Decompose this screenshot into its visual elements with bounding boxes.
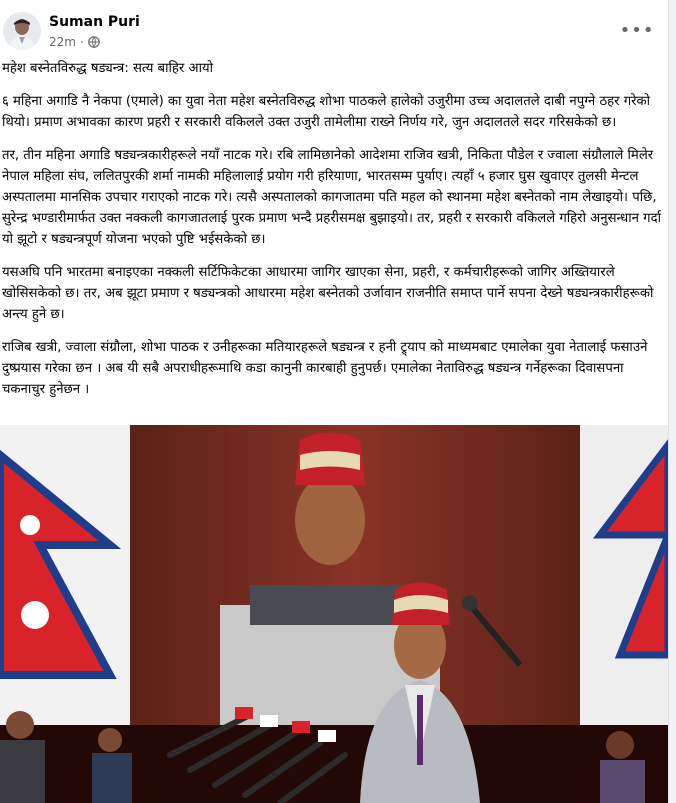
post-timestamp[interactable]: 22m <box>49 35 76 49</box>
post-meta <box>49 35 100 49</box>
globe-icon[interactable] <box>88 36 100 48</box>
ellipsis-icon: ••• <box>619 19 655 41</box>
post-title: महेश बस्नेतविरुद्ध षड्यन्त्र: सत्य बाहिर आयो <box>2 61 214 76</box>
author-avatar[interactable] <box>3 12 41 50</box>
post-paragraph-1: ६ महिना अगाडि नै नेकपा (एमाले) का युवा नेता महेश बस्नेतविरुद्ध शोभा पाठकले हालेको उजुरीमा उच्च अदालतले दाबी नपुग्ने ठहर गरेको थियो। प्रमाण अभावका कारण प्रहरी र सरकारी वकिलले उक्त उजुरी तामेलीमा राख्ने निर्णय गरे, जुन अदालतले सदर गरिसकेको छ। <box>2 94 651 130</box>
post-text <box>0 58 662 412</box>
post-paragraph-3: यसअघि पनि भारतमा बनाइएका नक्कली सर्टिफिकेटका आधारमा जागिर खाएका सेना, प्रहरी, र कर्मचारीहरूको जागिर अख्तियारले खोसिसकेको छ। तर, अब झूटा प्रमाण र षड्यन्त्रको आधारमा महेश बस्नेतको उर्जावान राजनीति समाप्त पार्ने सपना देख्ने षड्यन्त्रकारीहरूको अन्त्य हुने छ। <box>2 265 654 322</box>
post-paragraph-4: राजिब खत्री, ज्वाला संग्रौला, शोभा पाठक र उनीहरूका मतियारहरूले षड्यन्त्र र हनी ट्र्याप को माध्यमबाट एमालेका युवा नेतालाई फसाउने दुष्प्रयास गरेका छन । अब यी सबै अपराधीहरूमाथि कडा कानुनी कारबाही हुनुपर्छ। एमालेका नेताविरुद्ध षड्यन्त्र गर्नेहरूका दिवासपना चकनाचुर हुनेछन । <box>2 340 648 397</box>
post-paragraph-2: तर, तीन महिना अगाडि षड्यन्त्रकारीहरूले नयाँ नाटक गरे। रबि लामिछानेको आदेशमा राजिव खत्री, निकिता पौडेल र ज्वाला संग्रौलाले मिलेर नेपाल महिला संघ, ललितपुरकी शर्मा नामकी महिलालाई प्रयोग गरी हरियाणा, भारतसम्म पुर्याए। त्यहाँ ५ हजार घुस खुवाएर तुलसी मेन्टल अस्पतालमा मानसिक उपचार गराएको नाटक गरे। त्यसै अस्पतालको कागजातमा पति महल को स्थानमा महेश बस्नेतको नाम लेखाइयो। पछि, सुरेन्द्र भण्डारीमार्फत उक्त नक्कली कागजातलाई पुरक प्रमाण भन्दै प्रहरीसमक्ष बुझाइयो। तर, प्रहरी र सरकारी वकिलले गहिरो अनुसन्धान गर्दा यो झूटो र षड्यन्त्रपूर्ण योजना भएको पुष्टि भईसकेको छ। <box>2 148 662 247</box>
more-options-button[interactable] <box>619 18 655 42</box>
post-photo[interactable] <box>0 425 668 803</box>
author-name[interactable]: Suman Puri <box>49 14 140 30</box>
meta-separator: · <box>79 35 84 49</box>
post-header <box>0 12 668 56</box>
